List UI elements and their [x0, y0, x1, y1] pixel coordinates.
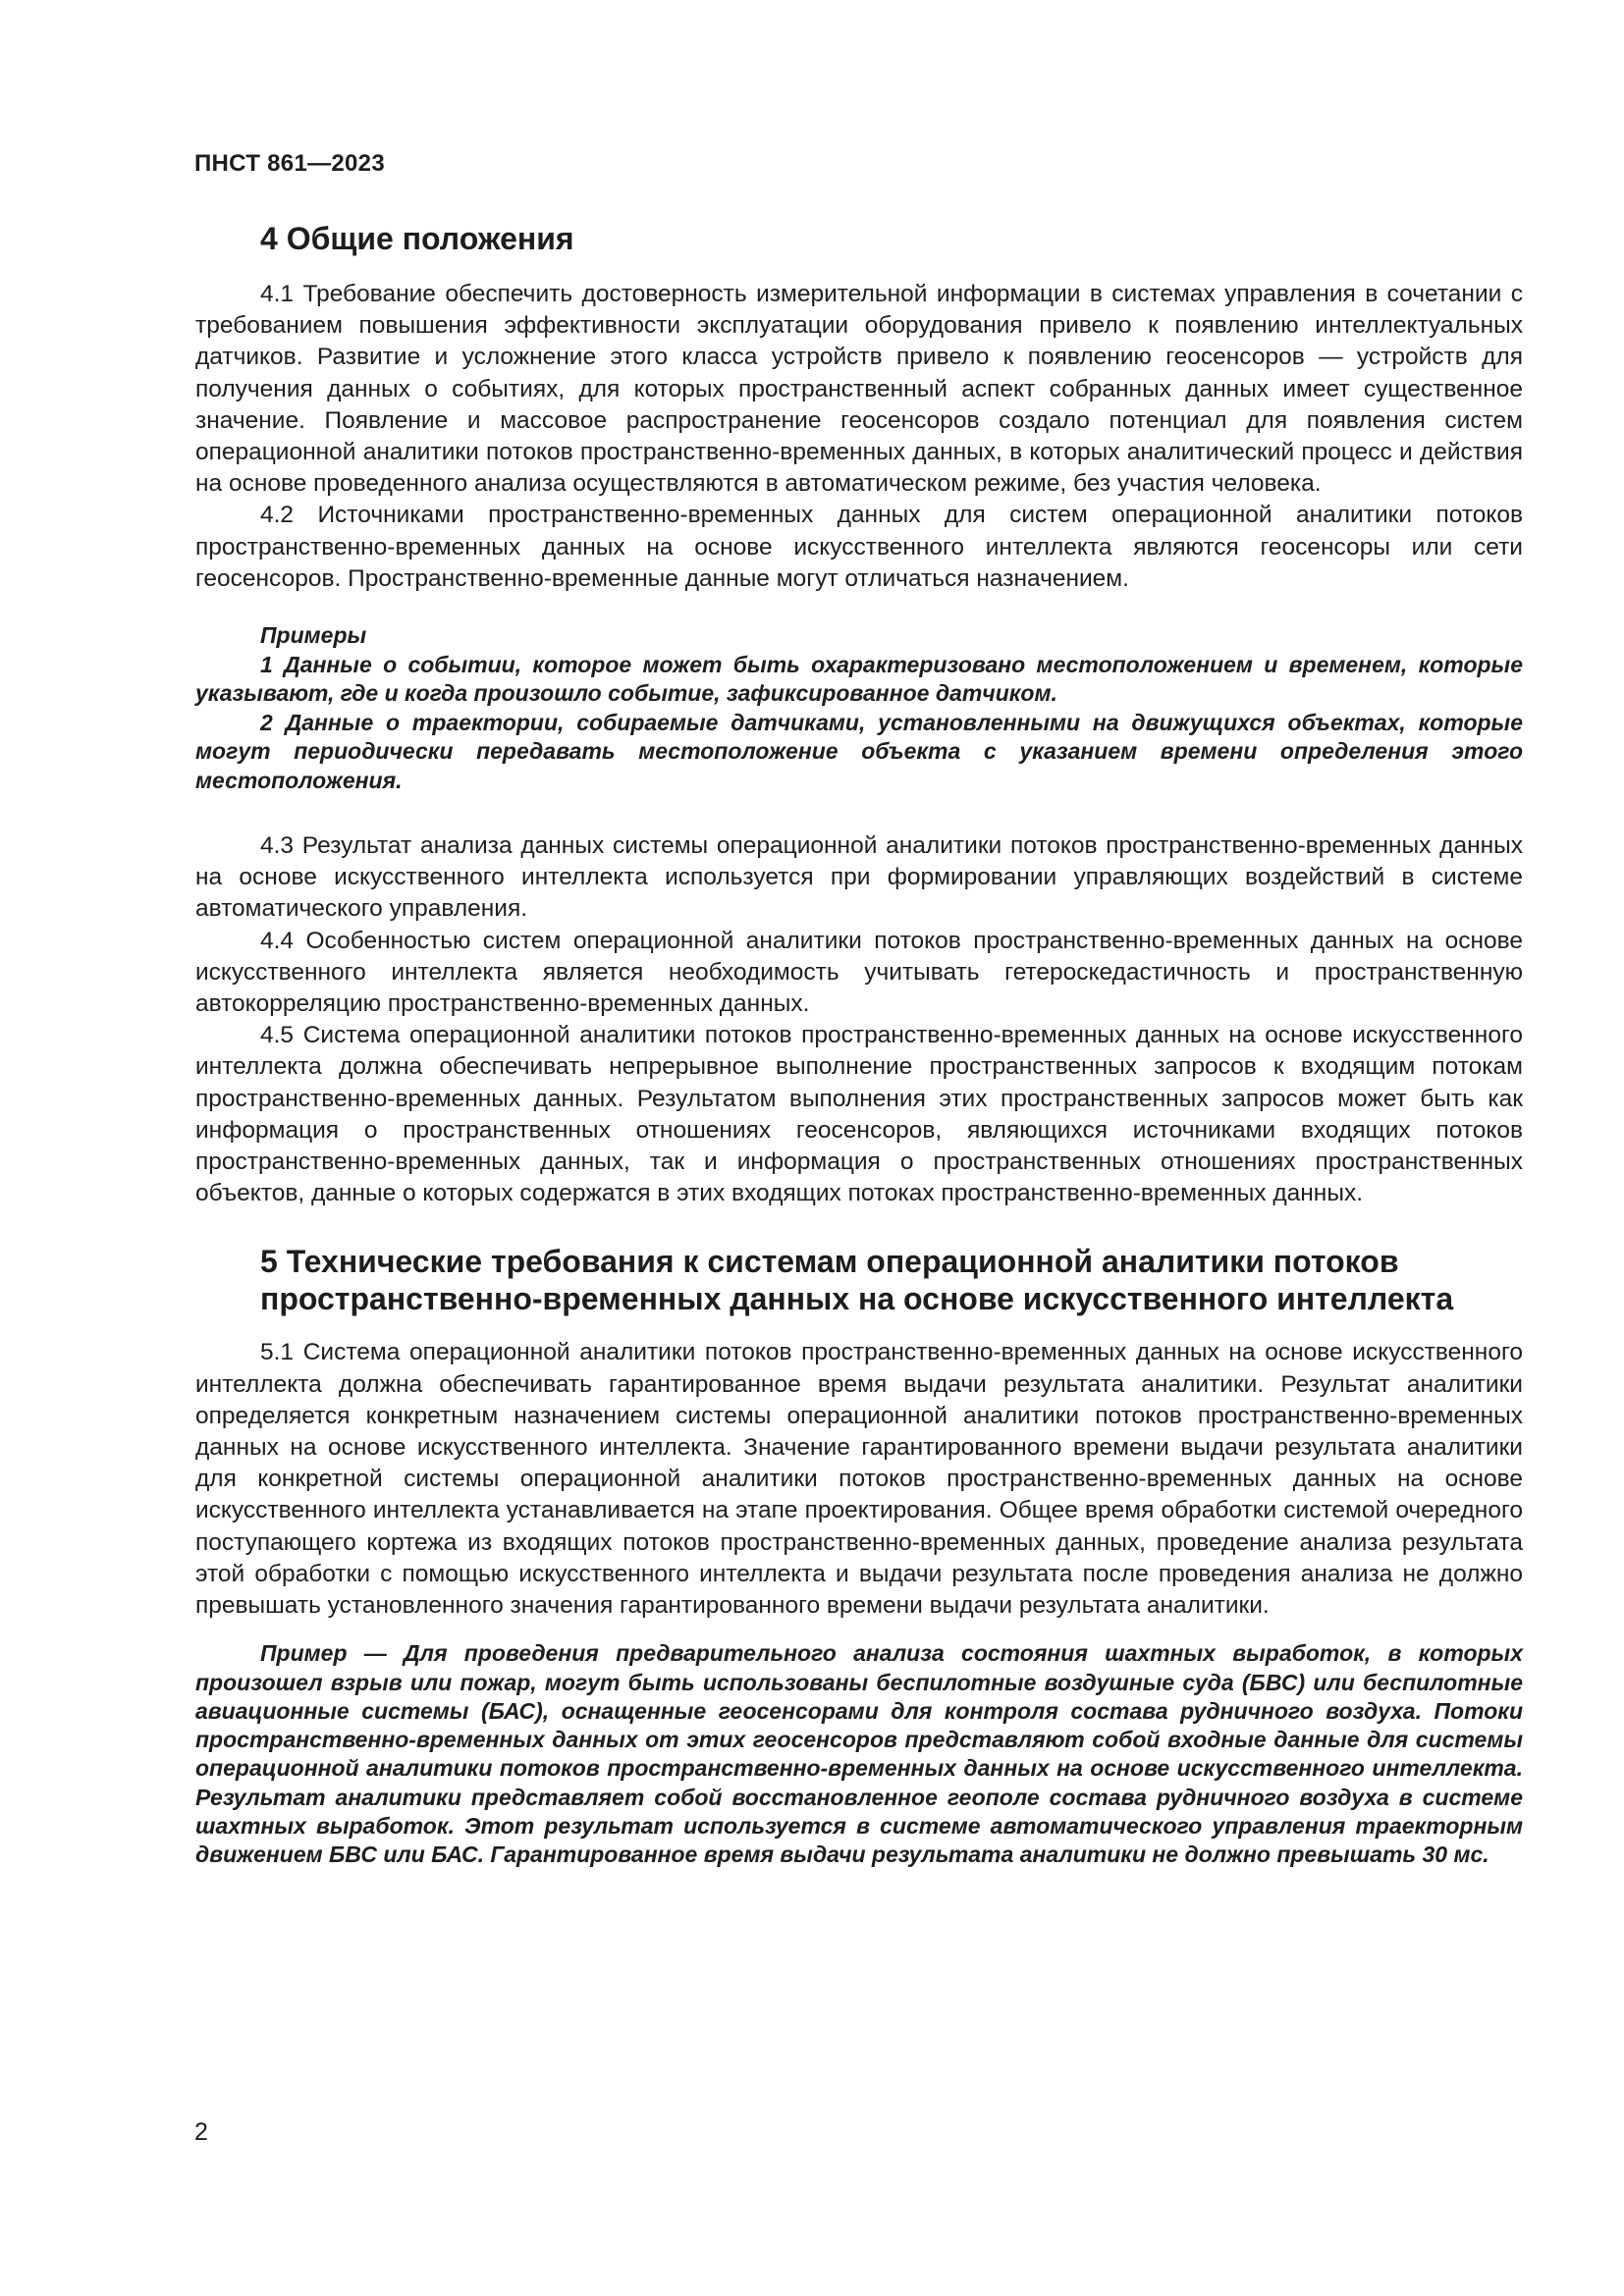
paragraph-4-5: 4.5 Система операционной аналитики потоков пространственно-временных данных на основе искусственного интеллекта должна обеспечивать непрерывное выполнение пространственных запросов к входящим потокам пространственно-временных данных. Результатом выполнения этих пространственных запросов может быть как информация о пространственных отношениях геосенсоров, являющихся источниками входящих потоков пространственно-временных данных, так и информация о пространственных отношениях пространственных объектов, данные о которых содержатся в этих входящих потоках пространственно-временных данных.	[195, 1022, 1523, 1207]
paragraph-4-3: 4.3 Результат анализа данных системы операционной аналитики потоков пространственно-временных данных на основе искусственного интеллекта используется при формировании управляющих воздействий в системе автоматического управления.	[195, 832, 1523, 923]
examples-block	[195, 621, 1523, 795]
document-id: ПНСТ 861—2023	[194, 150, 385, 177]
example-2: 2 Данные о траектории, собираемые датчиками, установленными на движущихся объектах, которые могут периодически передавать местоположение объекта с указанием времени определения этого местоположения.	[195, 709, 1523, 793]
examples-title: Примеры	[260, 622, 367, 649]
page-content	[195, 220, 1523, 1893]
page-number: 2	[194, 2118, 208, 2146]
section-5-heading: 5 Технические требования к системам операционной аналитики потоков пространственно-временных данных на основе искусственного интеллекта	[260, 1244, 1454, 1317]
paragraph-4-2: 4.2 Источниками пространственно-временных данных для систем операционной аналитики потоков пространственно-временных данных на основе искусственного интеллекта являются геосенсоры или сети геосенсоров. Пространственно-временные данные могут отличаться назначением.	[195, 502, 1523, 592]
paragraph-5-1: 5.1 Система операционной аналитики потоков пространственно-временных данных на основе искусственного интеллекта должна обеспечивать гарантированное время выдачи результата аналитики. Результат аналитики определяется конкретным назначением системы операционной аналитики потоков пространственно-временных данных на основе искусственного интеллекта. Значение гарантированного времени выдачи результата аналитики для конкретной системы операционной аналитики потоков пространственно-временных данных на основе искусственного интеллекта устанавливается на этапе проектирования. Общее время обработки системой очередного поступающего кортежа из входящих потоков пространственно-временных данных, проведение анализа результата этой обработки с помощью искусственного интеллекта и выдачи результата после проведения анализа не должно превышать установленного значения гарантированного времени выдачи результата аналитики.	[195, 1339, 1523, 1620]
paragraph-4-1: 4.1 Требование обеспечить достоверность измерительной информации в системах управления в сочетании с требованием повышения эффективности эксплуатации оборудования привело к появлению интеллектуальных датчиков. Развитие и усложнение этого класса устройств привело к появлению геосенсоров — устройств для получения данных о событиях, для которых пространственный аспект собранных данных имеет существенное значение. Появление и массовое распространение геосенсоров создало потенциал для появления систем операционной аналитики потоков пространственно-временных данных, в которых аналитический процесс и действия на основе проведенного анализа осуществляются в автоматическом режиме, без участия человека.	[195, 281, 1523, 498]
example-1: 1 Данные о событии, которое может быть охарактеризовано местоположением и временем, которые указывают, где и когда произошло событие, зафиксированное датчиком.	[195, 651, 1523, 707]
paragraph-4-4: 4.4 Особенностью систем операционной аналитики потоков пространственно-временных данных на основе искусственного интеллекта является необходимость учитывать гетероскедастичность и пространственную автокорреляцию пространственно-временных данных.	[195, 927, 1523, 1018]
section-4-heading: 4 Общие положения	[260, 221, 574, 256]
example-5-1: Пример — Для проведения предварительного анализа состояния шахтных выработок, в которых произошел взрыв или пожар, могут быть использованы беспилотные воздушные суда (БВС) или беспилотные авиационные системы (БАС), оснащенные геосенсорами для контроля состава рудничного воздуха. Потоки пространственно-временных данных от этих геосенсоров представляют собой входные данные для системы операционной аналитики потоков пространственно-временных данных на основе искусственного интеллекта. Результат аналитики представляет собой восстановленное геополе состава рудничного воздуха в системе шахтных выработок. Этот результат используется в системе автоматического управления траекторным движением БВС или БАС. Гарантированное время выдачи результата аналитики не должно превышать 30 мс.	[195, 1640, 1523, 1868]
